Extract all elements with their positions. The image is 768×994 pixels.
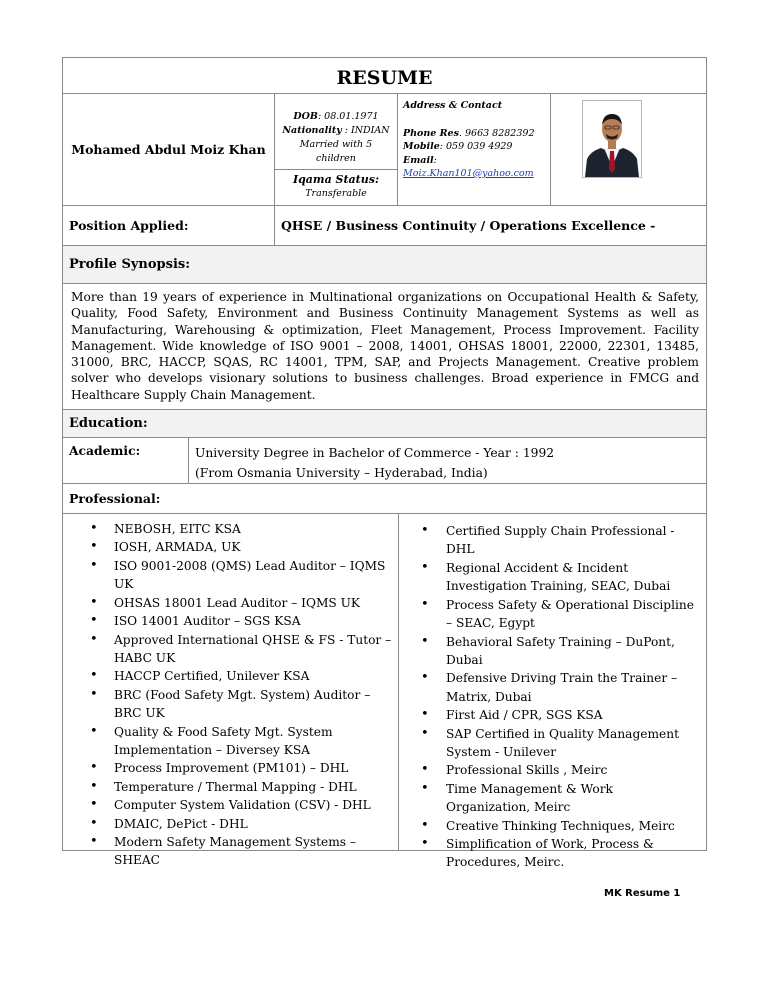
profile-heading: Profile Synopsis: (63, 246, 706, 284)
nationality-label: Nationality (282, 125, 342, 136)
list-item: • NEBOSH, EITC KSA (63, 520, 398, 538)
list-item: • IOSH, ARMADA, UK (63, 538, 398, 556)
email-colon: : (433, 154, 437, 166)
professional-list-left (63, 514, 399, 868)
list-item: • Time Management & Work Organization, Meirc (399, 780, 706, 817)
mobile-value: : 059 039 4929 (439, 141, 513, 152)
dob-line (275, 110, 397, 124)
list-item: • Certified Supply Chain Professional - DHL (399, 522, 706, 559)
list-item: • ISO 9001-2008 (QMS) Lead Auditor – IQMS UK (63, 557, 398, 594)
list-item: • Computer System Validation (CSV) - DHL (63, 796, 398, 814)
portrait-illustration (583, 101, 641, 177)
list-item: • Modern Safety Management Systems – SHEAC (63, 833, 398, 870)
list-item: • Temperature / Thermal Mapping - DHL (63, 778, 398, 796)
list-item: • Approved International QHSE & FS - Tutor – HABC UK (63, 631, 398, 668)
list-item: • Creative Thinking Techniques, Meirc (399, 817, 706, 835)
marital-status: Married with 5 children (299, 139, 373, 164)
mobile-label: Mobile (403, 141, 440, 152)
phone-label: Phone Res (403, 127, 459, 139)
list-item: • HACCP Certified, Unilever KSA (63, 667, 398, 685)
phone-line (403, 127, 550, 141)
position-label: Position Applied: (63, 206, 275, 245)
left-certifications (63, 520, 398, 870)
list-item: • Process Safety & Operational Discipline – SEAC, Egypt (399, 596, 706, 633)
academic-university: (From Osmania University – Hyderabad, India) (195, 466, 488, 481)
header-row (63, 94, 706, 206)
iqama-block (275, 170, 397, 201)
iqama-label: Iqama Status: (292, 173, 380, 186)
list-item: • Regional Accident & Incident Investigation Training, SEAC, Dubai (399, 559, 706, 596)
academic-row (63, 438, 706, 484)
academic-degree: University Degree in Bachelor of Commerce - Year : 1992 (195, 446, 555, 461)
position-value: QHSE / Business Continuity / Operations Excellence - (281, 218, 656, 233)
list-item: • DMAIC, DePict - DHL (63, 815, 398, 833)
position-row (63, 206, 706, 246)
list-item: • Simplification of Work, Process & Procedures, Meirc. (399, 835, 706, 872)
professional-list-right (399, 514, 706, 870)
candidate-name: Mohamed Abdul Moiz Khan (63, 94, 275, 205)
academic-value (189, 438, 706, 483)
right-certifications (399, 522, 706, 872)
phone-value: . 9663 8282392 (458, 127, 535, 139)
list-item: • Behavioral Safety Training – DuPont, Dubai (399, 633, 706, 670)
mobile-line (403, 140, 550, 154)
photo-cell (551, 94, 706, 205)
contact-details (398, 94, 551, 205)
education-heading: Education: (63, 410, 706, 438)
professional-row (63, 514, 706, 870)
email-label: Email (403, 154, 434, 166)
email-link[interactable]: Moiz.Khan101@yahoo.com (403, 168, 534, 179)
address-label: Address & Contact (403, 100, 503, 111)
nationality-value: : INDIAN (341, 125, 390, 136)
list-item: • Process Improvement (PM101) – DHL (63, 759, 398, 777)
professional-heading: Professional: (63, 484, 706, 514)
personal-details (275, 94, 398, 205)
iqama-value: Transferable (305, 188, 367, 199)
resume-title: RESUME (63, 58, 706, 94)
list-item: • ISO 14001 Auditor – SGS KSA (63, 612, 398, 630)
nationality-line (275, 124, 397, 138)
list-item: • Quality & Food Safety Mgt. System Implementation – Diversey KSA (63, 723, 398, 760)
page-footer: MK Resume 1 (604, 888, 681, 899)
resume-table (62, 57, 707, 870)
list-item: • Professional Skills , Meirc (399, 761, 706, 779)
list-item: • Defensive Driving Train the Trainer – Matrix, Dubai (399, 669, 706, 706)
dob-value: : 08.01.1971 (317, 111, 379, 122)
list-item: • BRC (Food Safety Mgt. System) Auditor – BRC UK (63, 686, 398, 723)
list-item: • SAP Certified in Quality Management System - Unilever (399, 725, 706, 762)
academic-label: Academic: (63, 438, 189, 483)
list-item: • OHSAS 18001 Lead Auditor – IQMS UK (63, 594, 398, 612)
email-line (403, 154, 550, 168)
profile-synopsis: More than 19 years of experience in Multinational organizations on Occupational Health & Safety, Quality, Food Safety, Environment and Business Continuity Management Systems as well as Manufacturing, Warehousing & optimization, Fleet Management, Process Improvement. Facility Management. Wide knowledge of ISO 9001 – 2008, 14001, OHSAS 18001, 22000, 22301, 13485, 31000, BRC, HACCP, SQAS, RC 14001, TPM, SAP, and Projects Management. Creative problem solver who develops visionary solutions to business challenges. Broad experience in FMCG and Healthcare Supply Chain Management. (63, 284, 706, 410)
list-item: • First Aid / CPR, SGS KSA (399, 706, 706, 724)
profile-photo (582, 100, 642, 178)
dob-label: DOB (293, 111, 318, 122)
dob-block (275, 94, 397, 170)
